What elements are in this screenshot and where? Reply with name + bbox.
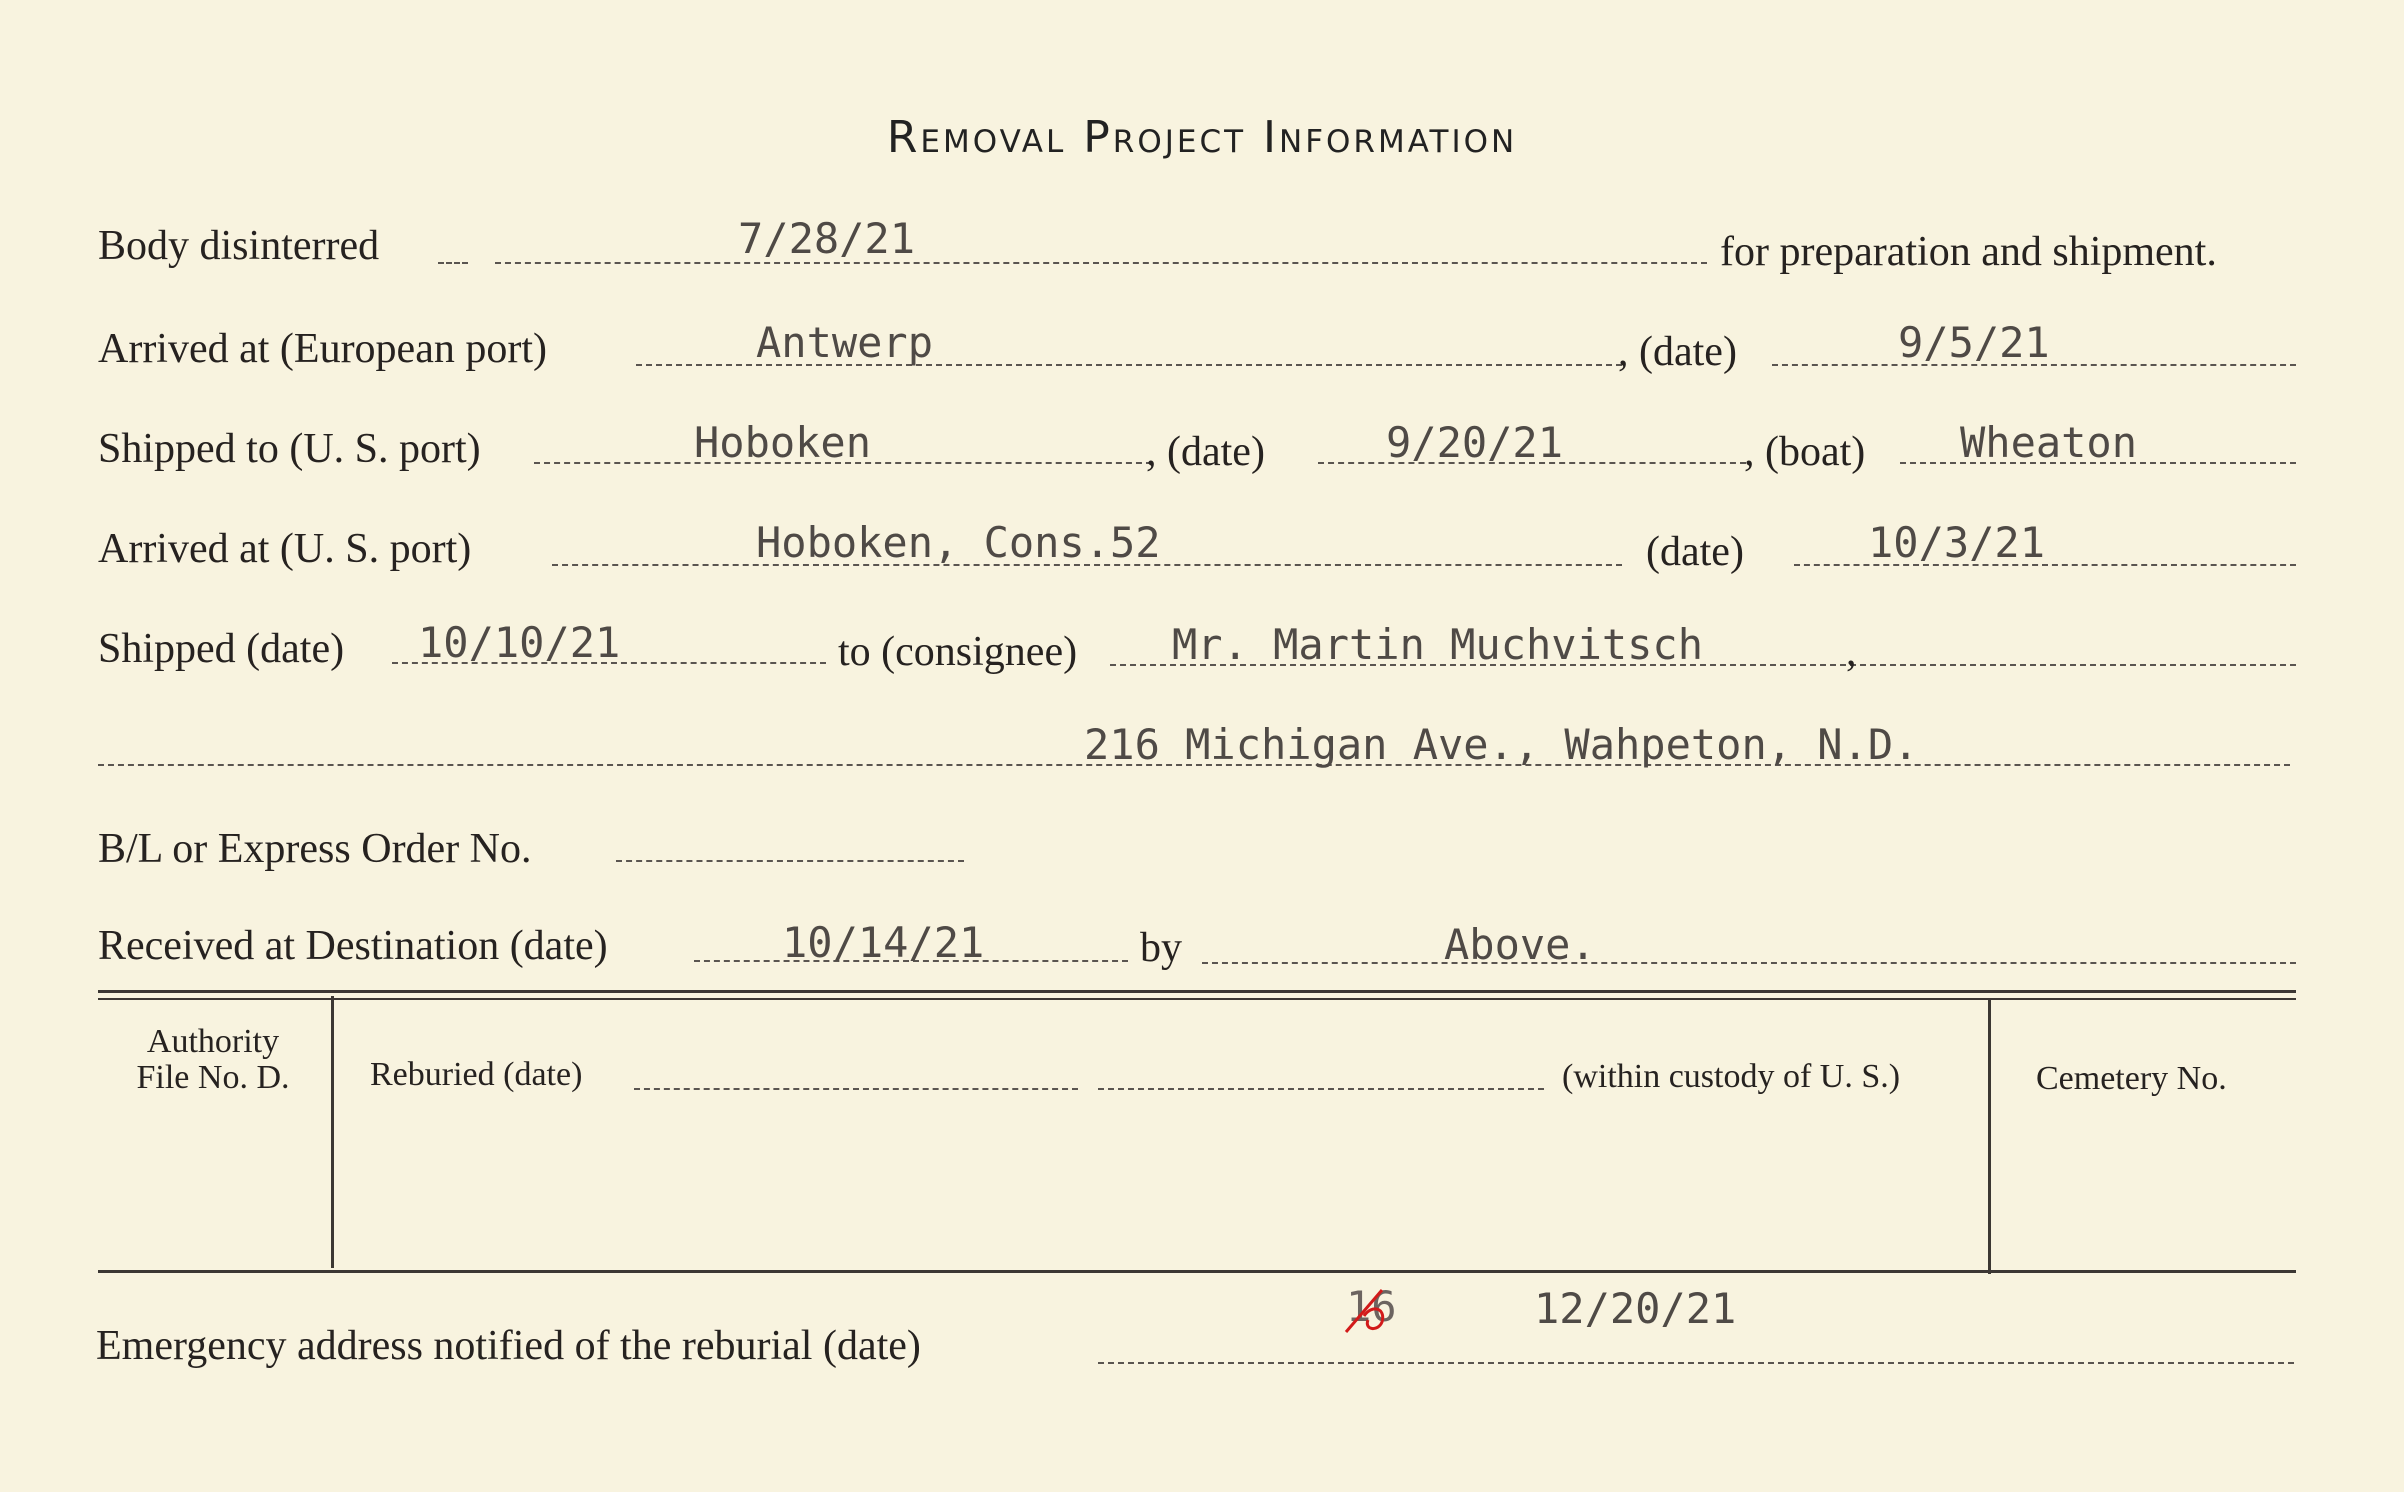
custody-label: (within custody of U. S.) (1562, 1058, 1901, 1095)
dotted-line (1098, 1362, 2294, 1364)
card-title: Removal Project Information (886, 112, 1518, 163)
struck-date-correction (1346, 1282, 1397, 1331)
dotted-line (495, 262, 1707, 264)
shipped-date-value: 9/20/21 (1386, 418, 1564, 467)
shipped-date: 10/10/21 (418, 618, 621, 667)
us-port-value: Hoboken (694, 418, 872, 467)
arrived-us-label: Arrived at (U. S. port) (98, 526, 472, 572)
european-date-label: , (date) (1618, 329, 1737, 375)
authority-file-label (98, 1024, 328, 1096)
european-date-value: 9/5/21 (1898, 318, 2050, 367)
by-label: by (1140, 925, 1182, 971)
arrived-european-label: Arrived at (European port) (98, 326, 547, 372)
dotted-line (616, 860, 964, 862)
arrived-us-date-label: (date) (1646, 529, 1744, 575)
consignee-comma: , (1846, 629, 1857, 675)
red-strike-mark (1342, 1286, 1398, 1338)
reburied-label: Reburied (date) (370, 1056, 583, 1093)
received-by-value: Above. (1444, 920, 1596, 969)
boat-value: Wheaton (1960, 418, 2138, 467)
arrived-us-port-value: Hoboken, Cons.52 (756, 518, 1161, 567)
consignee-label: to (consignee) (838, 629, 1078, 675)
box-divider-right (1988, 1000, 1991, 1274)
preparation-shipment-text: for preparation and shipment. (1720, 229, 2217, 275)
dotted-line (1202, 962, 2296, 964)
dotted-line (438, 262, 468, 264)
dotted-line (1098, 1088, 1544, 1090)
struck-value: 16 (1346, 1282, 1397, 1331)
emergency-date: 12/20/21 (1534, 1284, 1737, 1333)
european-port-value: Antwerp (756, 318, 934, 367)
cemetery-no-label: Cemetery No. (2036, 1060, 2227, 1097)
dotted-line (634, 1088, 1078, 1090)
box-divider-left (331, 996, 334, 1268)
box-top-rule (98, 990, 2296, 993)
consignee-address: 216 Michigan Ave., Wahpeton, N.D. (1084, 720, 1919, 769)
received-label: Received at Destination (date) (98, 923, 608, 969)
arrived-us-date-value: 10/3/21 (1868, 518, 2046, 567)
authority-label-line2: File No. D. (136, 1059, 290, 1096)
body-disinterred-label: Body disinterred (98, 223, 380, 269)
consignee-name: Mr. Martin Muchvitsch (1172, 620, 1704, 669)
boat-label: , (boat) (1744, 429, 1866, 475)
shipped-date-label: , (date) (1146, 429, 1265, 475)
emergency-label: Emergency address notified of the reburial (date) (96, 1323, 921, 1369)
box-top-rule-inner (98, 998, 2296, 1000)
disinterred-date: 7/28/21 (738, 214, 916, 263)
shipped-us-label: Shipped to (U. S. port) (98, 426, 481, 472)
bl-order-label: B/L or Express Order No. (98, 826, 532, 872)
shipped-label: Shipped (date) (98, 626, 345, 672)
authority-label-line1: Authority (146, 1023, 280, 1060)
received-date: 10/14/21 (782, 918, 985, 967)
box-bottom-rule (98, 1270, 2296, 1273)
